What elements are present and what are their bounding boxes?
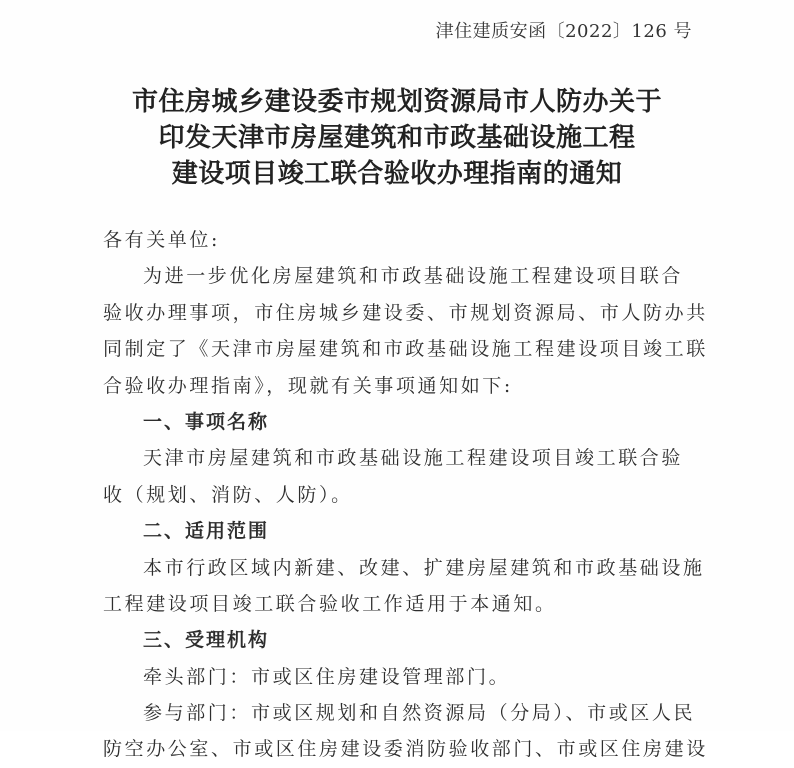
title-line: 建设项目竣工联合验收办理指南的通知 [171, 159, 623, 189]
section-heading: 二、适用范围 [143, 520, 270, 543]
intro-line: 同制定了《天津市房屋建筑和市政基础设施工程建设项目竣工联 [103, 338, 708, 361]
section-paragraph-line: 工程建设项目竣工联合验收工作适用于本通知。 [103, 592, 557, 615]
document-body [103, 222, 708, 768]
section-heading: 三、受理机构 [143, 629, 270, 652]
lead-department: 牵头部门：市或区住房建设管理部门。 [143, 665, 511, 688]
participant-line: 参与部门：市或区规划和自然资源局（分局）、市或区人民 [143, 702, 696, 725]
title-line: 市住房城乡建设委市规划资源局市人防办关于 [131, 87, 662, 117]
section-heading: 一、事项名称 [143, 410, 270, 433]
section-paragraph-line: 本市行政区域内新建、改建、扩建房屋建筑和市政基础设施 [143, 556, 705, 579]
participant-line: 防空办公室、市或区住房建设委消防验收部门、市或区住房建设 [103, 738, 708, 761]
intro-line: 为进一步优化房屋建筑和市政基础设施工程建设项目联合 [143, 265, 684, 288]
intro-line: 合验收办理指南》，现就有关事项通知如下: [103, 374, 513, 397]
document-number: 津住建质安函〔2022〕126 号 [435, 21, 692, 42]
section-paragraph-line: 天津市房屋建筑和市政基础设施工程建设项目竣工联合验 [143, 447, 684, 470]
section-paragraph-line: 收（规划、消防、人防）。 [103, 483, 353, 506]
document-title [0, 84, 794, 192]
intro-line: 验收办理事项，市住房城乡建设委、市规划资源局、市人防办共 [103, 301, 708, 324]
salutation: 各有关单位: [103, 229, 221, 251]
title-line: 印发天津市房屋建筑和市政基础设施工程 [158, 123, 636, 153]
